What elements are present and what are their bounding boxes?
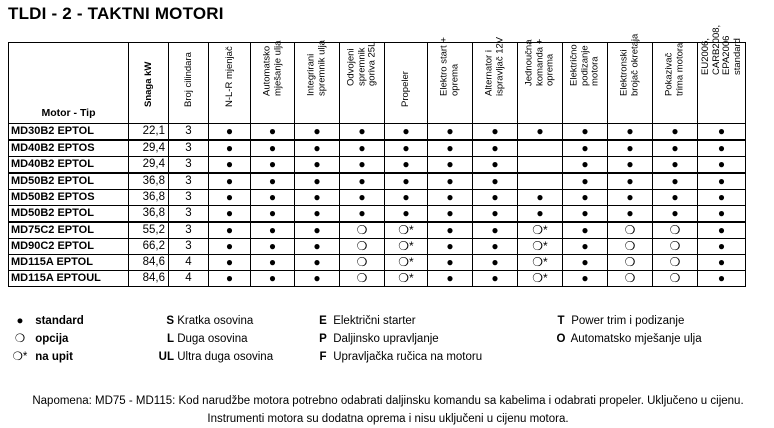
header-label: Alternator i ispravljač 12V: [483, 36, 505, 96]
feature-mark-cell: ●: [653, 190, 698, 206]
feature-mark-cell: ●: [428, 190, 473, 206]
feature-mark-cell: ●: [563, 239, 608, 255]
feature-mark-cell: ●: [251, 222, 295, 239]
legend-item: [8, 330, 84, 348]
feature-mark-cell: ●: [385, 190, 428, 206]
feature-mark-cell: ●: [473, 271, 518, 287]
legend-label: opcija: [35, 333, 69, 345]
header-label: Odvojeni spremnik goriva 25L: [345, 41, 378, 86]
header-col: [563, 43, 608, 124]
feature-mark-cell: ●: [251, 140, 295, 157]
cylinders-cell: 3: [169, 124, 209, 141]
feature-mark-cell: ●: [473, 140, 518, 157]
power-kw-cell: 84,6: [129, 255, 169, 271]
motor-type-cell: MD115A EPTOL: [9, 255, 129, 271]
feature-mark-cell: ●: [340, 140, 385, 157]
legend-label: Električni starter: [333, 315, 416, 327]
header-col: [653, 43, 698, 124]
cylinders-cell: 4: [169, 255, 209, 271]
legend-label: na upit: [35, 351, 73, 363]
feature-mark-cell: ❍*: [385, 271, 428, 287]
power-kw-cell: 36,8: [129, 206, 169, 223]
option-circle-icon: ❍: [14, 333, 26, 345]
motor-type-cell: MD30B2 EPTOL: [9, 124, 129, 141]
feature-mark-cell: ●: [653, 124, 698, 141]
feature-mark-cell: ●: [428, 140, 473, 157]
feature-mark-cell: ❍*: [518, 222, 563, 239]
header-col: [340, 43, 385, 124]
feature-mark-cell: ●: [295, 173, 340, 190]
feature-mark-cell: ●: [385, 157, 428, 174]
legend-label: Ultra duga osovina: [177, 351, 274, 363]
page-title: TLDI - 2 - TAKTNI MOTORI: [8, 4, 224, 23]
header-col: [251, 40, 295, 124]
feature-mark-cell: ●: [608, 173, 653, 190]
feature-mark-cell: ●: [209, 206, 251, 223]
feature-mark-cell: ●: [428, 239, 473, 255]
legend-trim: [554, 312, 702, 348]
feature-mark-cell: ●: [209, 271, 251, 287]
feature-mark-cell: ●: [251, 206, 295, 223]
legend-key: L: [166, 333, 174, 345]
feature-mark-cell: ●: [428, 157, 473, 174]
motor-type-cell: MD40B2 EPTOS: [9, 140, 129, 157]
feature-mark-cell: ●: [295, 255, 340, 271]
table-row: [9, 239, 746, 255]
legend-key: T: [557, 315, 565, 327]
feature-mark-cell: ●: [209, 173, 251, 190]
motor-type-cell: MD40B2 EPTOL: [9, 157, 129, 174]
header-label: Jednoučna komanda + oprema: [523, 38, 556, 86]
header-label: Pokazivač trima motora: [663, 42, 685, 96]
legend-shaft: [152, 312, 273, 366]
feature-mark-cell: ●: [473, 190, 518, 206]
table-row: [9, 124, 746, 141]
feature-mark-cell: ●: [653, 206, 698, 223]
feature-mark-cell: ●: [563, 157, 608, 174]
legend-label: Upravljačka ručica na motoru: [333, 351, 483, 363]
feature-mark-cell: ●: [428, 124, 473, 141]
feature-mark-cell: ●: [385, 124, 428, 141]
feature-mark-cell: ●: [473, 222, 518, 239]
table-row: [9, 206, 746, 223]
legend-label: Kratka osovina: [177, 315, 254, 327]
footnote: [8, 392, 768, 428]
legend-label: standard: [35, 315, 84, 327]
feature-mark-cell: ●: [295, 271, 340, 287]
feature-mark-cell: ●: [251, 173, 295, 190]
feature-mark-cell: ❍: [340, 271, 385, 287]
feature-mark-cell: ❍*: [385, 239, 428, 255]
feature-mark-cell: ●: [428, 255, 473, 271]
header-col: [518, 38, 563, 124]
legend-item: [152, 348, 273, 366]
feature-mark-cell: ●: [698, 255, 746, 271]
feature-mark-cell: ❍: [653, 255, 698, 271]
header-col: [473, 36, 518, 124]
motor-type-cell: MD75C2 EPTOL: [9, 222, 129, 239]
cylinders-cell: 3: [169, 190, 209, 206]
feature-mark-cell: ●: [518, 124, 563, 141]
cylinders-cell: 3: [169, 173, 209, 190]
feature-mark-cell: ●: [698, 124, 746, 141]
feature-mark-cell: ●: [428, 271, 473, 287]
feature-mark-cell: ●: [563, 140, 608, 157]
feature-mark-cell: ●: [295, 222, 340, 239]
legend-item: [316, 312, 482, 330]
feature-mark-cell: ●: [653, 140, 698, 157]
feature-mark-cell: ●: [251, 239, 295, 255]
feature-mark-cell: ❍: [608, 239, 653, 255]
feature-mark-cell: ●: [251, 157, 295, 174]
header-label: Električno podizanje motora: [568, 43, 601, 86]
power-kw-cell: 29,4: [129, 157, 169, 174]
feature-mark-cell: ●: [698, 206, 746, 223]
cylinders-cell: 3: [169, 206, 209, 223]
feature-mark-cell: ●: [385, 140, 428, 157]
feature-mark-cell: ●: [295, 206, 340, 223]
header-col: [385, 43, 428, 124]
table-row: [9, 271, 746, 287]
feature-mark-cell: ●: [698, 140, 746, 157]
header-label: Automatsko mješanje ulja: [261, 40, 283, 96]
feature-mark-cell: ❍: [653, 271, 698, 287]
on-request-circle-icon: ❍*: [12, 351, 28, 363]
feature-mark-cell: ❍: [340, 239, 385, 255]
feature-mark-cell: ●: [698, 173, 746, 190]
feature-mark-cell: ●: [473, 255, 518, 271]
feature-mark-cell: ●: [698, 271, 746, 287]
header-label: Propeler: [399, 70, 411, 107]
feature-mark-cell: ●: [385, 173, 428, 190]
header-label: Elektro start + oprema: [438, 37, 460, 96]
feature-mark-cell: ●: [518, 190, 563, 206]
feature-mark-cell: ●: [698, 190, 746, 206]
feature-mark-cell: ●: [340, 124, 385, 141]
feature-mark-cell: ●: [209, 255, 251, 271]
feature-mark-cell: ❍*: [518, 271, 563, 287]
header-cilindri: [169, 43, 209, 124]
feature-mark-cell: ❍: [340, 255, 385, 271]
feature-mark-cell: ●: [340, 173, 385, 190]
motor-type-cell: MD90C2 EPTOL: [9, 239, 129, 255]
legend-key: UL: [158, 351, 174, 363]
feature-mark-cell: ●: [608, 140, 653, 157]
cylinders-cell: 3: [169, 140, 209, 157]
motor-type-cell: MD50B2 EPTOS: [9, 190, 129, 206]
feature-mark-cell: ❍: [340, 222, 385, 239]
feature-mark-cell: ❍: [653, 222, 698, 239]
header-label: Snaga kW: [142, 61, 154, 107]
table-row: [9, 140, 746, 157]
legend-item: [8, 312, 84, 330]
feature-mark-cell: ●: [251, 255, 295, 271]
power-kw-cell: 22,1: [129, 124, 169, 141]
feature-mark-cell: ●: [340, 206, 385, 223]
header-motor-tip: Motor - Tip: [9, 43, 129, 124]
motor-type-cell: MD50B2 EPTOL: [9, 206, 129, 223]
feature-mark-cell: ●: [473, 239, 518, 255]
motor-type-cell: MD50B2 EPTOL: [9, 173, 129, 190]
feature-mark-cell: ❍: [608, 271, 653, 287]
feature-mark-cell: ❍: [608, 255, 653, 271]
feature-mark-cell: ●: [385, 206, 428, 223]
feature-mark-cell: ●: [295, 239, 340, 255]
legend-item: [8, 348, 84, 366]
feature-mark-cell: ❍*: [518, 239, 563, 255]
header-col: [295, 40, 340, 124]
feature-mark-cell: ●: [209, 140, 251, 157]
cylinders-cell: 4: [169, 271, 209, 287]
feature-mark-cell: ●: [608, 206, 653, 223]
feature-mark-cell: ●: [209, 239, 251, 255]
legend-key: F: [319, 351, 327, 363]
table-header-row: [9, 43, 746, 124]
feature-mark-cell: [518, 140, 563, 157]
legend-key: P: [319, 333, 327, 345]
feature-mark-cell: ●: [473, 124, 518, 141]
feature-mark-cell: ●: [518, 206, 563, 223]
legend-item: [554, 330, 702, 348]
header-snaga: [129, 43, 169, 124]
header-label: Integrirani spremnik ulja: [305, 40, 327, 96]
table-row: [9, 190, 746, 206]
legend-symbols: [8, 312, 84, 366]
feature-mark-cell: ●: [209, 157, 251, 174]
power-kw-cell: 84,6: [129, 271, 169, 287]
legend-label: Power trim i podizanje: [571, 315, 685, 327]
header-col: [608, 33, 653, 124]
power-kw-cell: 29,4: [129, 140, 169, 157]
table-row: [9, 255, 746, 271]
feature-mark-cell: ●: [209, 190, 251, 206]
feature-mark-cell: ●: [295, 190, 340, 206]
feature-mark-cell: ●: [295, 124, 340, 141]
legend-item: [316, 348, 482, 366]
header-col: [209, 43, 251, 124]
legend-key: S: [166, 315, 174, 327]
feature-mark-cell: ●: [563, 206, 608, 223]
legend-key: O: [556, 333, 566, 345]
legend-item: [554, 312, 702, 330]
feature-mark-cell: ●: [563, 271, 608, 287]
feature-mark-cell: ●: [563, 255, 608, 271]
feature-mark-cell: ❍*: [518, 255, 563, 271]
feature-mark-cell: ●: [251, 271, 295, 287]
feature-mark-cell: ●: [295, 157, 340, 174]
footnote-line: Napomena: MD75 - MD115: Kod narudžbe motora potrebno odabrati daljinsku komandu sa kabelima i odabrati propeler. Uključeno u cijenu.: [32, 395, 744, 407]
feature-mark-cell: ●: [428, 222, 473, 239]
feature-mark-cell: ●: [473, 206, 518, 223]
feature-mark-cell: ●: [251, 190, 295, 206]
feature-mark-cell: ●: [698, 222, 746, 239]
header-label: N-L-R mjenjač: [223, 45, 235, 107]
feature-mark-cell: ●: [698, 239, 746, 255]
header-col: [428, 37, 473, 124]
feature-mark-cell: ●: [608, 124, 653, 141]
feature-mark-cell: ❍: [653, 239, 698, 255]
feature-mark-cell: ❍: [608, 222, 653, 239]
legend-label: Automatsko mješanje ulja: [570, 333, 702, 345]
feature-mark-cell: ●: [563, 222, 608, 239]
legend-label: Duga osovina: [177, 333, 248, 345]
feature-mark-cell: ●: [563, 190, 608, 206]
feature-mark-cell: ●: [608, 157, 653, 174]
legend-item: [316, 330, 482, 348]
header-label: Broj cilindara: [182, 51, 194, 107]
feature-mark-cell: ●: [653, 173, 698, 190]
feature-mark-cell: ●: [209, 124, 251, 141]
engine-spec-table: [8, 24, 746, 287]
feature-mark-cell: ●: [428, 206, 473, 223]
table-row: [9, 173, 746, 190]
feature-mark-cell: ●: [251, 124, 295, 141]
feature-mark-cell: ●: [698, 157, 746, 174]
legend-label: Daljinsko upravljanje: [333, 333, 439, 345]
feature-mark-cell: ●: [653, 157, 698, 174]
feature-mark-cell: ●: [608, 190, 653, 206]
feature-mark-cell: ●: [473, 173, 518, 190]
header-col: [698, 24, 746, 124]
feature-mark-cell: ●: [340, 157, 385, 174]
standard-dot-icon: ●: [16, 315, 24, 327]
feature-mark-cell: [518, 157, 563, 174]
legend-item: [152, 312, 273, 330]
cylinders-cell: 3: [169, 222, 209, 239]
table-row: [9, 157, 746, 174]
legend-item: [152, 330, 273, 348]
feature-mark-cell: ●: [209, 222, 251, 239]
power-kw-cell: 66,2: [129, 239, 169, 255]
feature-mark-cell: ●: [340, 190, 385, 206]
power-kw-cell: 36,8: [129, 190, 169, 206]
feature-mark-cell: ❍*: [385, 222, 428, 239]
feature-mark-cell: ●: [563, 173, 608, 190]
motor-type-cell: MD115A EPTOUL: [9, 271, 129, 287]
cylinders-cell: 3: [169, 239, 209, 255]
feature-mark-cell: ❍*: [385, 255, 428, 271]
table-row: [9, 222, 746, 239]
feature-mark-cell: ●: [295, 140, 340, 157]
footnote-line: Instrumenti motora su dodatna oprema i nisu uključeni u cijenu motora.: [207, 413, 569, 425]
feature-mark-cell: ●: [563, 124, 608, 141]
feature-mark-cell: ●: [428, 173, 473, 190]
power-kw-cell: 36,8: [129, 173, 169, 190]
power-kw-cell: 55,2: [129, 222, 169, 239]
header-label: Elektronski brojač okretaja: [618, 33, 640, 96]
legend-control: [316, 312, 482, 366]
feature-mark-cell: [518, 173, 563, 190]
feature-mark-cell: ●: [473, 157, 518, 174]
legend-key: E: [319, 315, 327, 327]
header-label: EU2006, CARB2008, EPA2006 standard: [699, 24, 742, 75]
cylinders-cell: 3: [169, 157, 209, 174]
